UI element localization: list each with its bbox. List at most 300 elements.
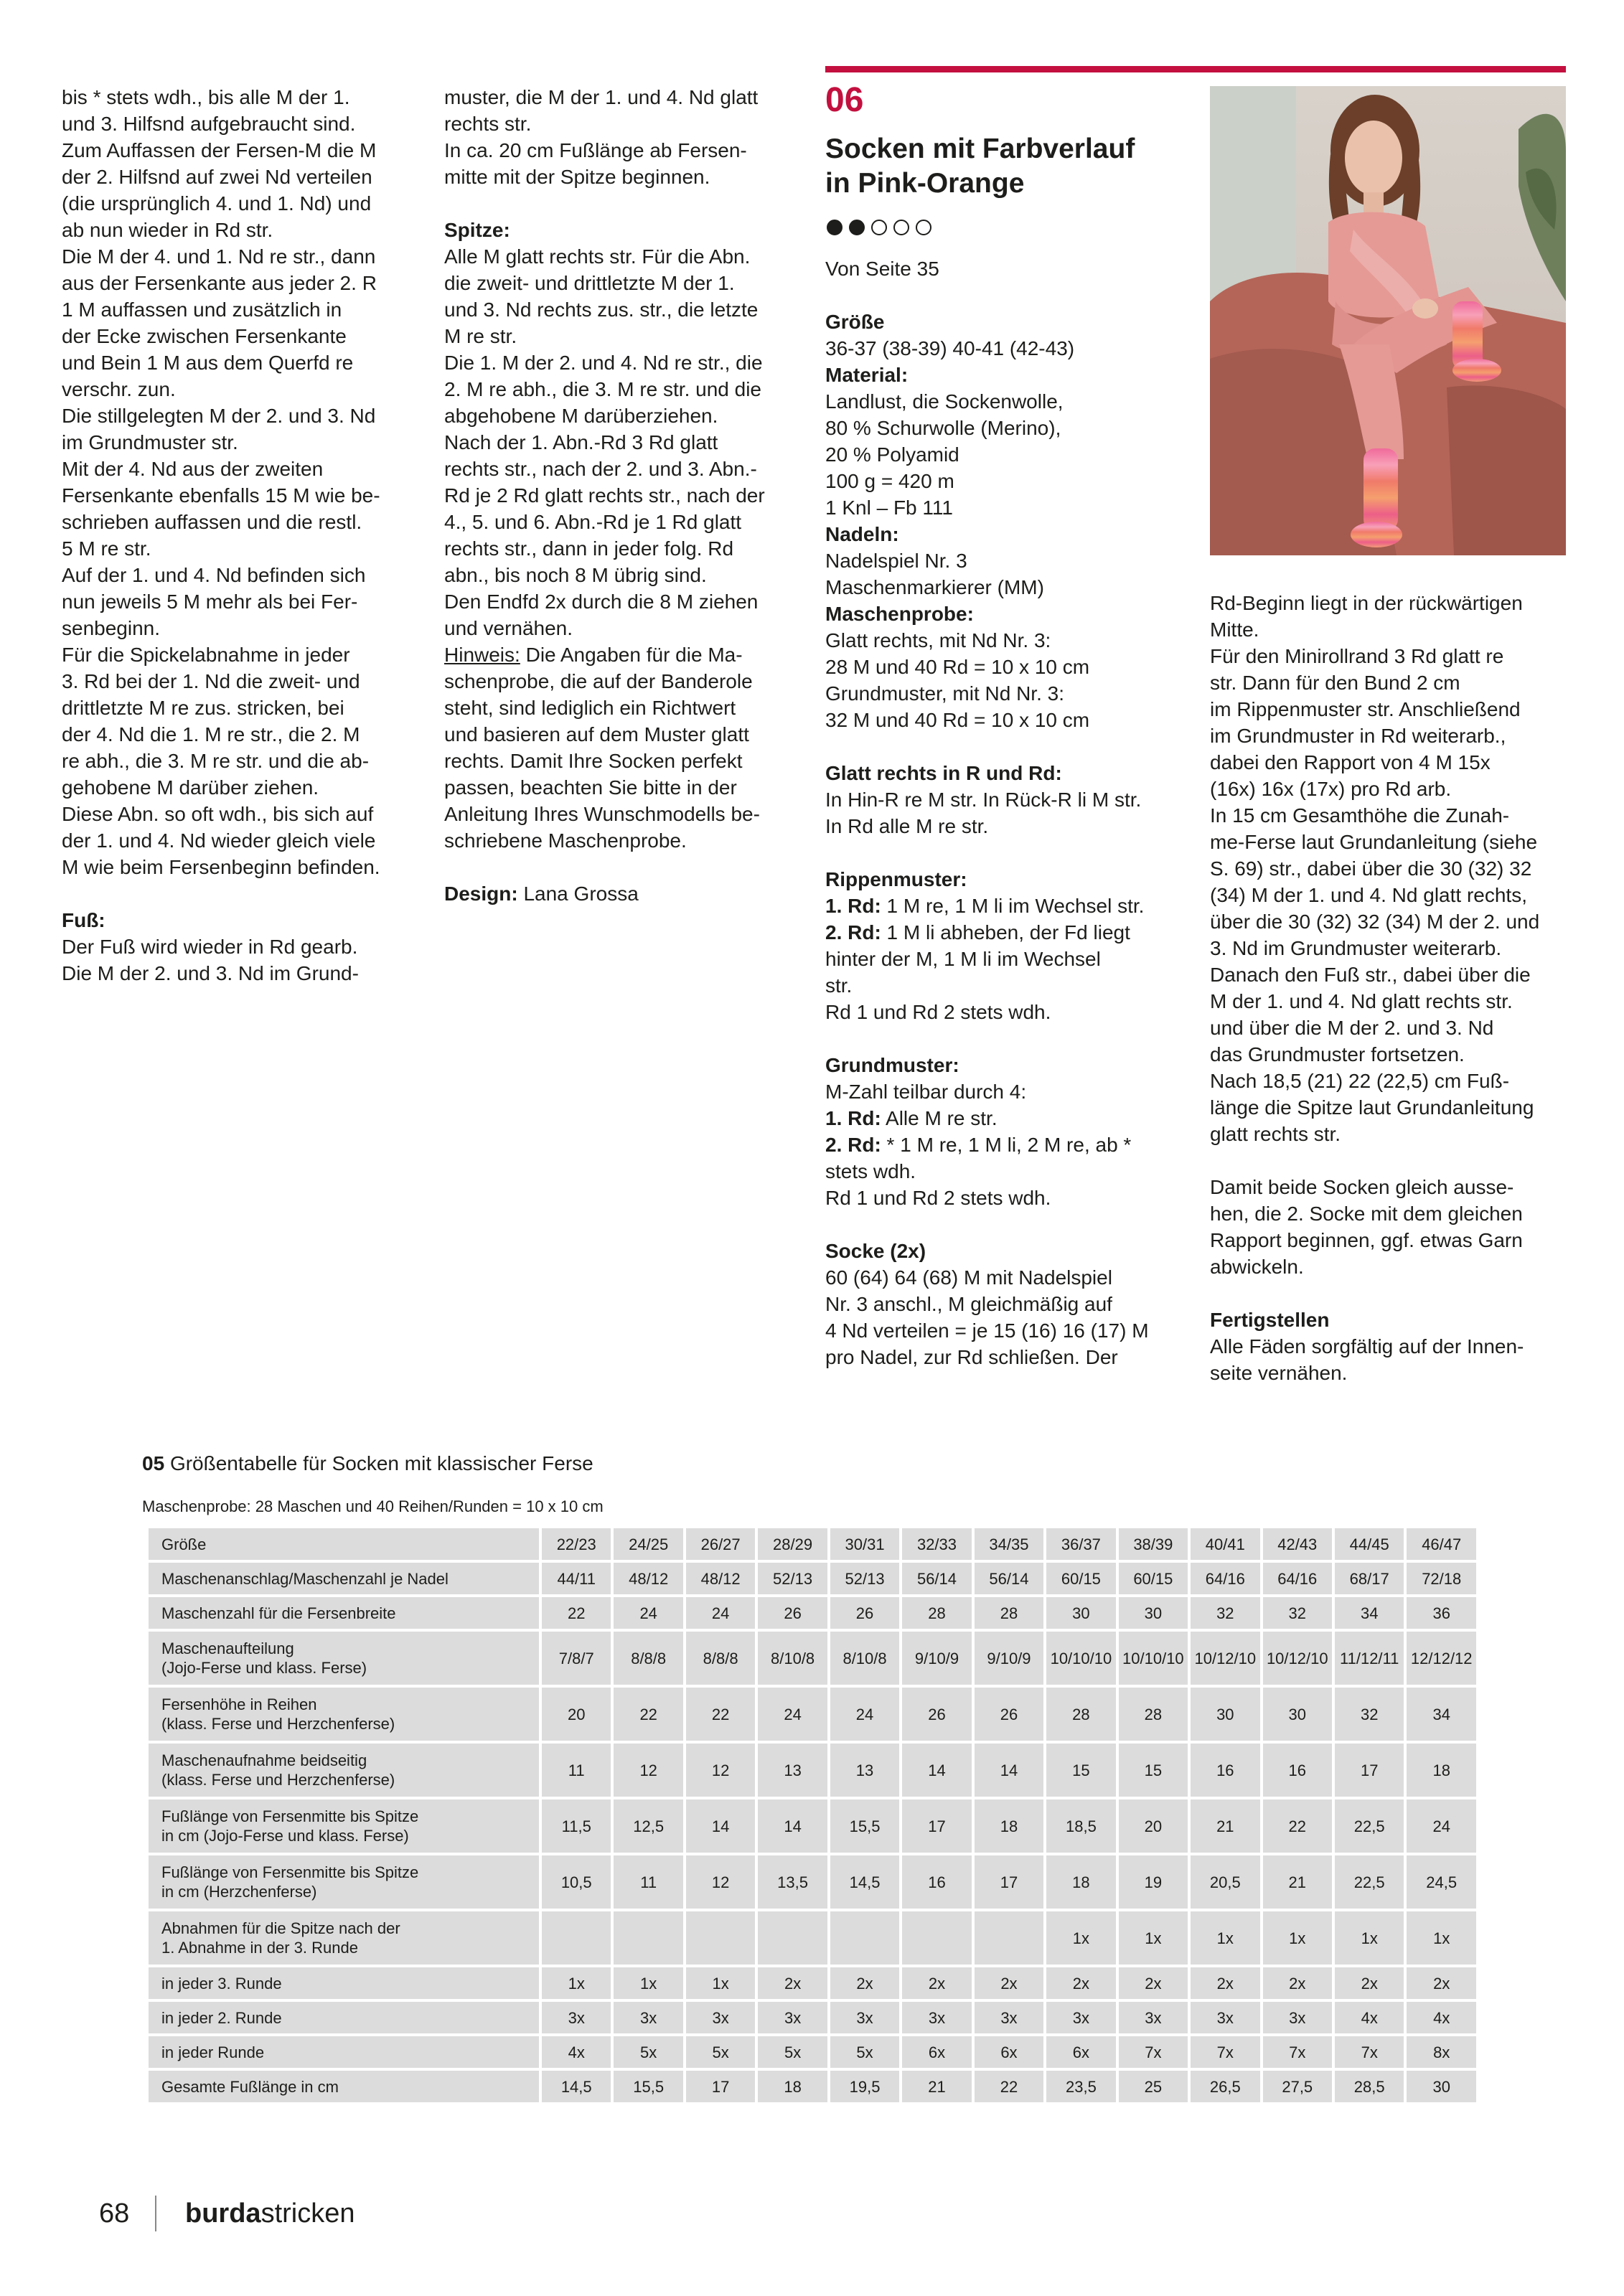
- table-cell: 56/14: [901, 1561, 972, 1596]
- table-cell: 14: [756, 1798, 828, 1854]
- text-column-3: [825, 255, 1184, 1370]
- table-cell: 26: [756, 1596, 828, 1630]
- table-cell: 15: [1045, 1742, 1117, 1798]
- table-cell: 30: [1262, 1686, 1333, 1742]
- table-cell: 1x: [685, 1966, 756, 2000]
- table-cell: [901, 1910, 972, 1966]
- paragraph: [825, 627, 1184, 733]
- table-cell: 21: [1262, 1854, 1333, 1910]
- table-cell: 8/8/8: [685, 1630, 756, 1686]
- body-text: 60 (64) 64 (68) M mit Nadelspiel Nr. 3 anschl., M gleichmäßig auf 4 Nd verteilen = je 15 (16) 16 (17) M pro Nadel, zur Rd schließen. Der: [825, 1266, 1149, 1368]
- magazine-brand: [185, 2198, 355, 2229]
- table-title-text: Größentabelle für Socken mit klassischer Ferse: [169, 1452, 593, 1474]
- paragraph-gap: [825, 839, 1184, 866]
- heading: Maschenprobe:: [825, 603, 974, 625]
- table-cell: 12,5: [612, 1798, 684, 1854]
- table-cell: 28,5: [1333, 2069, 1405, 2104]
- row-label: Fußlänge von Fersenmitte bis Spitze in cm (Herzchenferse): [147, 1854, 540, 1910]
- table-cell: 1x: [1045, 1910, 1117, 1966]
- table-cell: 21: [901, 2069, 972, 2104]
- table-cell: 10/12/10: [1262, 1630, 1333, 1686]
- table-cell: 2x: [1045, 1966, 1117, 2000]
- table-cell: 24: [1405, 1798, 1478, 1854]
- table-row: [147, 2035, 1478, 2069]
- table-row: [147, 1910, 1478, 1966]
- table-cell: 7x: [1189, 2035, 1261, 2069]
- table-cell: 19: [1117, 1854, 1189, 1910]
- paragraph: [825, 547, 1184, 601]
- heading: Material:: [825, 364, 909, 386]
- table-cell: 38/39: [1117, 1527, 1189, 1561]
- table-cell: 7/8/7: [540, 1630, 612, 1686]
- paragraph-gap: [444, 190, 803, 217]
- table-cell: 22: [612, 1686, 684, 1742]
- table-cell: 44/11: [540, 1561, 612, 1596]
- paragraph-gap: [825, 733, 1184, 760]
- table-cell: 4x: [540, 2035, 612, 2069]
- page-number: 68: [99, 2198, 130, 2229]
- row-label: Größe: [147, 1527, 540, 1561]
- paragraph: [825, 521, 1184, 547]
- body-text: Die Angaben für die Ma- schenprobe, die auf der Banderole steht, sind lediglich ein Richtwert und basieren auf dem Muster glatt rechts. Damit Ihre Socken perfekt passen, beachten Sie bitte in der Anleitung Ihres Wunschmodells be- schriebene Maschenprobe.: [444, 644, 760, 852]
- table-cell: 9/10/9: [901, 1630, 972, 1686]
- table-number: 05: [142, 1452, 165, 1474]
- table-cell: 72/18: [1405, 1561, 1478, 1596]
- body-text: Der Fuß wird wieder in Rd gearb. Die M der 2. und 3. Nd im Grund-: [62, 936, 359, 984]
- paragraph-gap: [825, 1211, 1184, 1238]
- table-cell: 14,5: [540, 2069, 612, 2104]
- table-row: [147, 1561, 1478, 1596]
- heading: Glatt rechts in R und Rd:: [825, 762, 1062, 784]
- table-cell: 12: [612, 1742, 684, 1798]
- body-text: Alle Fäden sorgfältig auf der Innen- seite vernähen.: [1210, 1335, 1524, 1384]
- table-cell: 12/12/12: [1405, 1630, 1478, 1686]
- table-cell: 25: [1117, 2069, 1189, 2104]
- row-label: Fersenhöhe in Reihen (klass. Ferse und Herzchenferse): [147, 1686, 540, 1742]
- paragraph: [444, 641, 803, 854]
- table-cell: 8x: [1405, 2035, 1478, 2069]
- table-cell: 2x: [829, 1966, 901, 2000]
- table-cell: 32/33: [901, 1527, 972, 1561]
- text-column-2: [444, 84, 803, 907]
- table-cell: 13: [756, 1742, 828, 1798]
- paragraph: [444, 243, 803, 641]
- table-cell: 14: [685, 1798, 756, 1854]
- heading: Größe: [825, 311, 885, 333]
- table-cell: 24: [756, 1686, 828, 1742]
- table-cell: 36: [1405, 1596, 1478, 1630]
- table-cell: 16: [1189, 1742, 1261, 1798]
- model-photo: [1210, 86, 1566, 555]
- paragraph: [825, 760, 1184, 786]
- body-text: In Hin-R re M str. In Rück-R li M str. In Rd alle M re str.: [825, 789, 1142, 837]
- table-row: [147, 2069, 1478, 2104]
- table-cell: 16: [1262, 1742, 1333, 1798]
- table-cell: 26: [829, 1596, 901, 1630]
- table-row: [147, 1742, 1478, 1798]
- table-title: [142, 1451, 593, 1477]
- table-cell: 22,5: [1333, 1798, 1405, 1854]
- difficulty-dot-empty: [893, 220, 909, 235]
- paragraph-gap: [62, 880, 421, 907]
- table-subtitle: Maschenprobe: 28 Maschen und 40 Reihen/Runden = 10 x 10 cm: [142, 1497, 604, 1515]
- table-cell: 5x: [685, 2035, 756, 2069]
- table-cell: 60/15: [1117, 1561, 1189, 1596]
- table-cell: 1x: [1333, 1910, 1405, 1966]
- table-cell: 26: [973, 1686, 1045, 1742]
- table-cell: 2x: [901, 1966, 972, 2000]
- pattern-title: Socken mit Farbverlauf in Pink-Orange: [825, 133, 1135, 199]
- accent-bar: [825, 66, 1566, 72]
- paragraph: [62, 84, 421, 880]
- table-cell: 1x: [1262, 1910, 1333, 1966]
- table-cell: 34: [1405, 1686, 1478, 1742]
- table-cell: 15,5: [829, 1798, 901, 1854]
- table-cell: 4x: [1333, 2000, 1405, 2035]
- table-cell: 2x: [1262, 1966, 1333, 2000]
- paragraph: [62, 933, 421, 987]
- table-row: [147, 1966, 1478, 2000]
- table-cell: 20: [540, 1686, 612, 1742]
- paragraph: [825, 786, 1184, 839]
- paragraph: [1210, 1333, 1569, 1386]
- table-cell: 28: [901, 1596, 972, 1630]
- body-text: Alle M re str.: [881, 1107, 998, 1129]
- table-cell: 10/10/10: [1045, 1630, 1117, 1686]
- table-cell: 21: [1189, 1798, 1261, 1854]
- paragraph: [825, 1078, 1184, 1105]
- body-text: Von Seite 35: [825, 258, 939, 280]
- paragraph: [825, 1105, 1184, 1131]
- paragraph: [825, 255, 1184, 282]
- table-cell: 14: [973, 1742, 1045, 1798]
- paragraph: [1210, 590, 1569, 1147]
- table-cell: 18: [973, 1798, 1045, 1854]
- table-cell: 24: [829, 1686, 901, 1742]
- row-label: Maschenaufteilung (Jojo-Ferse und klass. Ferse): [147, 1630, 540, 1686]
- paragraph: [1210, 1174, 1569, 1280]
- difficulty-dot-empty: [871, 220, 887, 235]
- table-cell: 17: [1333, 1742, 1405, 1798]
- table-cell: 52/13: [829, 1561, 901, 1596]
- paragraph: [825, 388, 1184, 521]
- table-cell: 23,5: [1045, 2069, 1117, 2104]
- table-cell: 42/43: [1262, 1527, 1333, 1561]
- table-cell: 11/12/11: [1333, 1630, 1405, 1686]
- table-cell: 1x: [612, 1966, 684, 2000]
- table-cell: 2x: [1189, 1966, 1261, 2000]
- row-label: in jeder Runde: [147, 2035, 540, 2069]
- heading: Fuß:: [62, 909, 105, 931]
- table-cell: 20: [1117, 1798, 1189, 1854]
- difficulty-dot-filled: [827, 220, 842, 235]
- row-label: in jeder 3. Runde: [147, 1966, 540, 2000]
- table-cell: 6x: [1045, 2035, 1117, 2069]
- body-text: muster, die M der 1. und 4. Nd glatt rechts str. In ca. 20 cm Fußlänge ab Fersen- mitte mit der Spitze beginnen.: [444, 86, 759, 188]
- table-cell: 7x: [1333, 2035, 1405, 2069]
- table-cell: 3x: [1045, 2000, 1117, 2035]
- row-label: Maschenanschlag/Maschenzahl je Nadel: [147, 1561, 540, 1596]
- difficulty-dot-filled: [849, 220, 865, 235]
- paragraph: [825, 1052, 1184, 1078]
- paragraph: [825, 601, 1184, 627]
- paragraph: [825, 362, 1184, 388]
- table-cell: 17: [685, 2069, 756, 2104]
- table-cell: 32: [1189, 1596, 1261, 1630]
- heading: 1. Rd:: [825, 895, 881, 917]
- table-cell: 18: [756, 2069, 828, 2104]
- table-row: [147, 1596, 1478, 1630]
- table-cell: 11: [612, 1854, 684, 1910]
- table-cell: 5x: [612, 2035, 684, 2069]
- paragraph: [825, 999, 1184, 1025]
- table-row: [147, 1527, 1478, 1561]
- heading: 2. Rd:: [825, 921, 881, 944]
- row-label: Gesamte Fußlänge in cm: [147, 2069, 540, 2104]
- table-cell: 13: [829, 1742, 901, 1798]
- table-cell: 7x: [1117, 2035, 1189, 2069]
- table-cell: 10,5: [540, 1854, 612, 1910]
- table-cell: [756, 1910, 828, 1966]
- table-cell: 5x: [829, 2035, 901, 2069]
- table-cell: 30: [1117, 1596, 1189, 1630]
- paragraph: [825, 335, 1184, 362]
- paragraph: [62, 907, 421, 933]
- table-cell: 30: [1405, 2069, 1478, 2104]
- paragraph: [1210, 1307, 1569, 1333]
- table-cell: [973, 1910, 1045, 1966]
- table-cell: 5x: [756, 2035, 828, 2069]
- table-cell: 3x: [973, 2000, 1045, 2035]
- table-cell: 26: [901, 1686, 972, 1742]
- body-text: 1 M li abheben, der Fd liegt hinter der M, 1 M li im Wechsel str.: [825, 921, 1130, 997]
- table-cell: 22: [540, 1596, 612, 1630]
- body-text: Lana Grossa: [517, 883, 639, 905]
- table-cell: [540, 1910, 612, 1966]
- table-cell: 36/37: [1045, 1527, 1117, 1561]
- table-cell: 26,5: [1189, 2069, 1261, 2104]
- body-text: M-Zahl teilbar durch 4:: [825, 1081, 1027, 1103]
- table-cell: [685, 1910, 756, 1966]
- heading: Grundmuster:: [825, 1054, 959, 1076]
- heading: Spitze:: [444, 219, 510, 241]
- table-cell: 15,5: [612, 2069, 684, 2104]
- table-cell: 3x: [612, 2000, 684, 2035]
- table-row: [147, 2000, 1478, 2035]
- table-cell: 18: [1405, 1742, 1478, 1798]
- table-cell: 17: [901, 1798, 972, 1854]
- difficulty-dot-empty: [916, 220, 931, 235]
- brand-bold: burda: [185, 2198, 261, 2229]
- paragraph-gap: [825, 1025, 1184, 1052]
- table-cell: 60/15: [1045, 1561, 1117, 1596]
- paragraph: [825, 919, 1184, 999]
- table-cell: 12: [685, 1854, 756, 1910]
- table-cell: 22: [685, 1686, 756, 1742]
- body-text: 1 M re, 1 M li im Wechsel str.: [881, 895, 1145, 917]
- table-cell: 56/14: [973, 1561, 1045, 1596]
- table-cell: 32: [1333, 1686, 1405, 1742]
- pattern-number: 06: [825, 81, 864, 119]
- paragraph: [444, 880, 803, 907]
- table-cell: 34/35: [973, 1527, 1045, 1561]
- body-text: Rd 1 und Rd 2 stets wdh.: [825, 1001, 1051, 1023]
- table-cell: 6x: [973, 2035, 1045, 2069]
- table-cell: 1x: [1405, 1910, 1478, 1966]
- table-cell: 10/10/10: [1117, 1630, 1189, 1686]
- table-cell: 2x: [1405, 1966, 1478, 2000]
- body-text: Landlust, die Sockenwolle, 80 % Schurwolle (Merino), 20 % Polyamid 100 g = 420 m 1 Knl – Fb 111: [825, 390, 1064, 519]
- table-cell: 34: [1333, 1596, 1405, 1630]
- paragraph: [444, 84, 803, 190]
- table-row: [147, 1630, 1478, 1686]
- table-cell: 26/27: [685, 1527, 756, 1561]
- table-cell: 2x: [756, 1966, 828, 2000]
- table-cell: 6x: [901, 2035, 972, 2069]
- table-row: [147, 1798, 1478, 1854]
- table-cell: 2x: [1333, 1966, 1405, 2000]
- text-column-1: [62, 84, 421, 987]
- table-cell: 1x: [1189, 1910, 1261, 1966]
- table-cell: 48/12: [685, 1561, 756, 1596]
- table-cell: 3x: [540, 2000, 612, 2035]
- table-cell: 13,5: [756, 1854, 828, 1910]
- table-cell: 3x: [1189, 2000, 1261, 2035]
- heading: 2. Rd:: [825, 1134, 881, 1156]
- text-column-4: [1210, 590, 1569, 1386]
- table-cell: 7x: [1262, 2035, 1333, 2069]
- row-label: Maschenaufnahme beidseitig (klass. Ferse und Herzchenferse): [147, 1742, 540, 1798]
- table-cell: 28: [973, 1596, 1045, 1630]
- table-cell: 11: [540, 1742, 612, 1798]
- table-cell: 30: [1045, 1596, 1117, 1630]
- row-label: Abnahmen für die Spitze nach der 1. Abnahme in der 3. Runde: [147, 1910, 540, 1966]
- table-cell: 3x: [901, 2000, 972, 2035]
- table-cell: 48/12: [612, 1561, 684, 1596]
- table-cell: 28: [1045, 1686, 1117, 1742]
- table-cell: 4x: [1405, 2000, 1478, 2035]
- heading: Socke (2x): [825, 1240, 926, 1262]
- underlined-label: Hinweis:: [444, 644, 520, 666]
- paragraph: [825, 1131, 1184, 1185]
- body-text: bis * stets wdh., bis alle M der 1. und 3. Hilfsnd aufgebraucht sind. Zum Auffassen der Fersen-M die M der 2. Hilfsnd auf zwei Nd verteilen (die ursprünglich 4. und 1. Nd) und ab nun wieder in Rd str. Die M der 4. und 1. Nd re str., dann aus der Fersenkante aus jeder 2. R 1 M auffassen und zusätzlich in der Ecke zwischen Fersenkante und Bein 1 M aus dem Querfd re verschr. zun. Die stillgelegten M der 2. und 3. Nd im Grundmuster str. Mit der 4. Nd aus der zweiten Fersenkante ebenfalls 15 M wie be- schrieben auffassen und die restl. 5 M re str. Auf der 1. und 4. Nd befinden sich nun jeweils 5 M mehr als bei Fer- senbeginn. Für die Spickelabnahme in jeder 3. Rd bei der 1. Nd die zweit- und drittletzte M re zus. stricken, bei der 4. Nd die 1. M re str., die 2. M re abh., die 3. M re str. und die ab- gehobene M darüber ziehen. Diese Abn. so oft wdh., bis sich auf der 1. und 4. Nd wieder gleich viele M wie beim Fersenbeginn befinden.: [62, 86, 380, 878]
- paragraph: [825, 309, 1184, 335]
- table-cell: 64/16: [1262, 1561, 1333, 1596]
- table-cell: 40/41: [1189, 1527, 1261, 1561]
- table-cell: 2x: [973, 1966, 1045, 2000]
- table-cell: [829, 1910, 901, 1966]
- table-cell: 8/10/8: [829, 1630, 901, 1686]
- table-cell: 18,5: [1045, 1798, 1117, 1854]
- table-cell: 14: [901, 1742, 972, 1798]
- table-cell: 1x: [540, 1966, 612, 2000]
- table-cell: 22,5: [1333, 1854, 1405, 1910]
- table-cell: 46/47: [1405, 1527, 1478, 1561]
- heading: Nadeln:: [825, 523, 899, 545]
- table-cell: 52/13: [756, 1561, 828, 1596]
- table-cell: 24/25: [612, 1527, 684, 1561]
- table-cell: 16: [901, 1854, 972, 1910]
- row-label: Maschenzahl für die Fersenbreite: [147, 1596, 540, 1630]
- body-text: Damit beide Socken gleich ausse- hen, die 2. Socke mit dem gleichen Rapport beginnen, ggf. etwas Garn abwickeln.: [1210, 1176, 1523, 1278]
- table-cell: 3x: [1117, 2000, 1189, 2035]
- body-text: Glatt rechts, mit Nd Nr. 3: 28 M und 40 Rd = 10 x 10 cm Grundmuster, mit Nd Nr. 3: 32 M und 40 Rd = 10 x 10 cm: [825, 629, 1090, 731]
- table-row: [147, 1686, 1478, 1742]
- paragraph: [825, 1238, 1184, 1264]
- table-cell: 17: [973, 1854, 1045, 1910]
- heading: Fertigstellen: [1210, 1309, 1330, 1331]
- table-cell: 19,5: [829, 2069, 901, 2104]
- heading: Design:: [444, 883, 518, 905]
- table-cell: 22/23: [540, 1527, 612, 1561]
- body-text: * 1 M re, 1 M li, 2 M re, ab * stets wdh.: [825, 1134, 1132, 1182]
- paragraph: [825, 893, 1184, 919]
- brand-regular: stricken: [261, 2198, 355, 2229]
- table-cell: 24,5: [1405, 1854, 1478, 1910]
- table-cell: [612, 1910, 684, 1966]
- table-cell: 1x: [1117, 1910, 1189, 1966]
- size-table: [146, 1525, 1479, 2105]
- table-cell: 44/45: [1333, 1527, 1405, 1561]
- body-text: Rd-Beginn liegt in der rückwärtigen Mitte. Für den Minirollrand 3 Rd glatt re str. Dann für den Bund 2 cm im Rippenmuster str. Anschließend im Grundmuster in Rd weiterarb., dabei den Rapport von 4 M 15x (16x) 16x (17x) pro Rd arb. In 15 cm Gesamthöhe die Zunah- me-Ferse laut Grundanleitung (siehe S. 69) str., dabei über die 30 (32) 32 (34) M der 1. und 4. Nd glatt rechts, über die 30 (32) 32 (34) M der 2. und 3. Nd im Grundmuster weiterarb. Danach den Fuß str., dabei über die M der 1. und 4. Nd glatt rechts str. und über die M der 2. und 3. Nd das Grundmuster fortsetzen. Nach 18,5 (21) 22 (22,5) cm Fuß- länge die Spitze laut Grundanleitung glatt rechts str.: [1210, 592, 1540, 1145]
- table-cell: 14,5: [829, 1854, 901, 1910]
- table-cell: 22: [1262, 1798, 1333, 1854]
- paragraph: [444, 217, 803, 243]
- table-cell: 30: [1189, 1686, 1261, 1742]
- heading: 1. Rd:: [825, 1107, 881, 1129]
- table-cell: 12: [685, 1742, 756, 1798]
- table-cell: 18: [1045, 1854, 1117, 1910]
- paragraph: [825, 1264, 1184, 1370]
- row-label: in jeder 2. Runde: [147, 2000, 540, 2035]
- table-cell: 10/12/10: [1189, 1630, 1261, 1686]
- paragraph-gap: [444, 854, 803, 880]
- table-cell: 8/8/8: [612, 1630, 684, 1686]
- table-cell: 11,5: [540, 1798, 612, 1854]
- table-cell: 24: [685, 1596, 756, 1630]
- table-cell: 20,5: [1189, 1854, 1261, 1910]
- table-cell: 32: [1262, 1596, 1333, 1630]
- table-cell: 3x: [756, 2000, 828, 2035]
- table-cell: 3x: [829, 2000, 901, 2035]
- heading: Rippenmuster:: [825, 868, 967, 890]
- footer-divider: [155, 2196, 156, 2231]
- table-cell: 2x: [1117, 1966, 1189, 2000]
- table-row: [147, 1854, 1478, 1910]
- paragraph: [825, 866, 1184, 893]
- paragraph-gap: [1210, 1280, 1569, 1307]
- table-cell: 9/10/9: [973, 1630, 1045, 1686]
- table-cell: 68/17: [1333, 1561, 1405, 1596]
- table-cell: 28: [1117, 1686, 1189, 1742]
- table-cell: 8/10/8: [756, 1630, 828, 1686]
- table-cell: 28/29: [756, 1527, 828, 1561]
- table-cell: 27,5: [1262, 2069, 1333, 2104]
- table-cell: 24: [612, 1596, 684, 1630]
- paragraph-gap: [825, 282, 1184, 309]
- table-cell: 3x: [1262, 2000, 1333, 2035]
- paragraph: [825, 1185, 1184, 1211]
- woman-in-pink-photo-illustration: [1210, 86, 1566, 555]
- row-label: Fußlänge von Fersenmitte bis Spitze in cm (Jojo-Ferse und klass. Ferse): [147, 1798, 540, 1854]
- body-text: Nadelspiel Nr. 3 Maschenmarkierer (MM): [825, 550, 1044, 598]
- table-cell: 64/16: [1189, 1561, 1261, 1596]
- table-cell: 22: [973, 2069, 1045, 2104]
- body-text: Rd 1 und Rd 2 stets wdh.: [825, 1187, 1051, 1209]
- table-cell: 15: [1117, 1742, 1189, 1798]
- body-text: 36-37 (38-39) 40-41 (42-43): [825, 337, 1075, 359]
- body-text: Alle M glatt rechts str. Für die Abn. die zweit- und drittletzte M der 1. und 3. Nd rechts zus. str., die letzte M re str. Die 1. M der 2. und 4. Nd re str., die 2. M re abh., die 3. M re str. und die abgehobene M darüberziehen. Nach der 1. Abn.-Rd 3 Rd glatt rechts str., nach der 2. und 3. Abn.- Rd je 2 Rd glatt rechts str., nach der 4., 5. und 6. Abn.-Rd je 1 Rd glatt rechts str., dann in jeder folg. Rd abn., bis noch 8 M übrig sind. Den Endfd 2x durch die 8 M ziehen und vernähen.: [444, 245, 765, 639]
